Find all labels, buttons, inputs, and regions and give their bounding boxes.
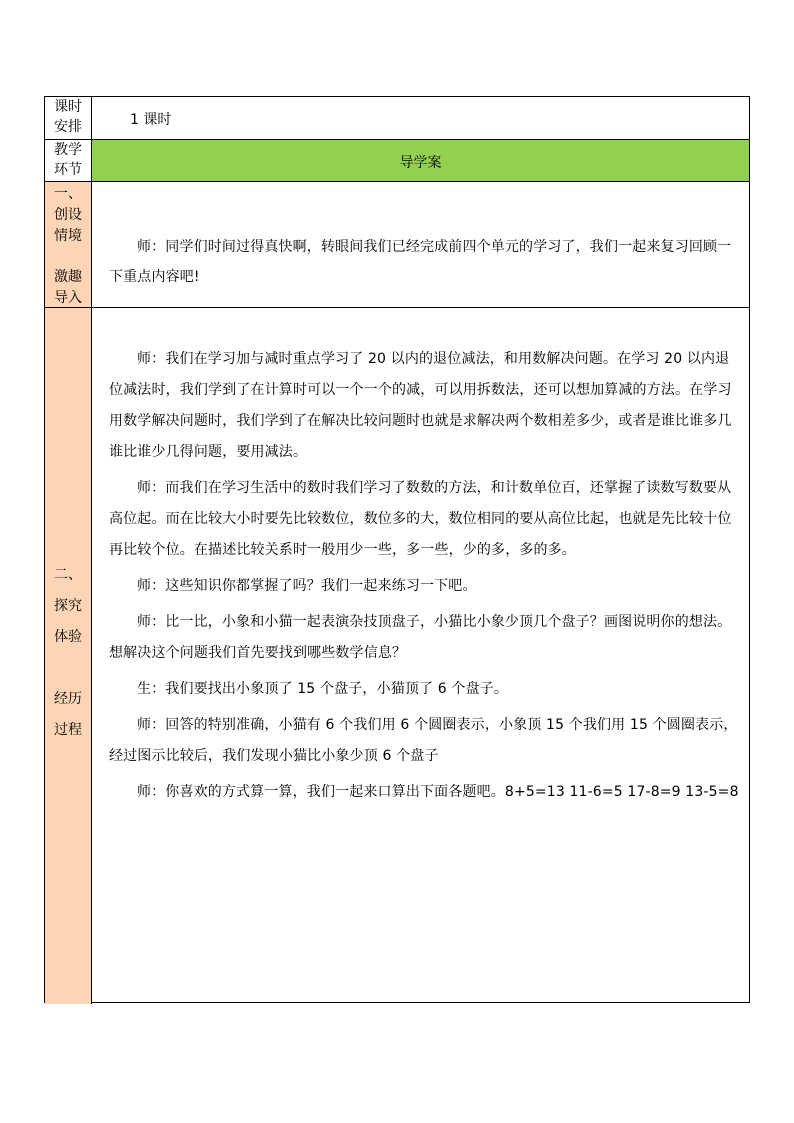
label-line: 体验 — [54, 629, 82, 645]
class-hours-value: 1 课时 — [130, 112, 172, 128]
label-line: 创设 — [54, 207, 82, 223]
intro-content — [92, 182, 749, 307]
label-teaching-section — [45, 140, 92, 181]
row-explore — [45, 307, 749, 1004]
section-title: 导学案 — [399, 155, 442, 171]
label-line: 课时 — [54, 99, 82, 115]
paragraph: 师：你喜欢的方式算一算，我们一起来口算出下面各题吧。8+5=13 11-6=5 17-8=9 13-5=8 — [137, 784, 739, 800]
label-line: 教学 — [54, 142, 82, 158]
paragraph: 师：我们在学习加与减时重点学习了 20 以内的退位减法，和用数解决问题。在学习 20 以内退位减法时，我们学到了在计算时可以一个一个的减，可以用拆数法，还可以想加算减的方法。在学习用数学解决问题时，我们学到了在解决比较问题时也就是求解决两个数相差多少，或者是谁比谁多几谁比谁少几得问题，要用减法。 — [109, 351, 732, 460]
paragraph: 师：同学们时间过得真快啊，转眼间我们已经完成前四个单元的学习了，我们一起来复习回顾一下重点内容吧! — [109, 239, 732, 285]
explore-content — [92, 308, 749, 1004]
label-line: 过程 — [54, 722, 82, 738]
label-intro — [45, 182, 92, 307]
label-line: 激趣 — [54, 269, 82, 285]
label-spacer — [45, 247, 91, 267]
row-class-hours — [45, 97, 749, 139]
lesson-plan-table — [44, 96, 750, 1003]
label-line: 情境 — [54, 228, 82, 244]
row-teaching-section — [45, 139, 749, 181]
label-line: 导入 — [54, 290, 82, 306]
label-explore — [45, 308, 92, 1004]
paragraph: 师：而我们在学习生活中的数时我们学习了数数的方法，和计数单位百，还掌握了读数写数要从高位起。而在比较大小时要先比较数位，数位多的大，数位相同的要从高位比起，也就是先比较十位再比较个位。在描述比较关系时一般用少一些，多一些，少的多，多的多。 — [109, 480, 732, 558]
paragraph: 师：这些知识你都掌握了吗？我们一起来练习一下吧。 — [137, 578, 477, 594]
paragraph: 师：比一比，小象和小猫一起表演杂技顶盘子，小猫比小象少顶几个盘子？画图说明你的想法。想解决这个问题我们首先要找到哪些数学信息？ — [109, 614, 732, 661]
row-intro — [45, 181, 749, 307]
paragraph: 生：我们要找出小象顶了 15 个盘子，小猫顶了 6 个盘子。 — [137, 681, 509, 697]
label-line: 安排 — [54, 119, 82, 135]
label-class-hours — [45, 97, 92, 139]
label-line: 二、 — [54, 567, 82, 583]
label-line: 经历 — [54, 691, 82, 707]
label-line: 探究 — [54, 598, 82, 614]
label-spacer — [45, 653, 91, 684]
label-line: 环节 — [54, 162, 82, 178]
section-title-cell — [92, 140, 749, 181]
class-hours-cell — [92, 97, 749, 139]
paragraph: 师：回答的特别准确，小猫有 6 个我们用 6 个圆圈表示，小象顶 15 个我们用 15 个圆圈表示，经过图示比较后，我们发现小猫比小象少顶 6 个盘子 — [109, 717, 738, 764]
label-line: 一、 — [54, 186, 82, 202]
